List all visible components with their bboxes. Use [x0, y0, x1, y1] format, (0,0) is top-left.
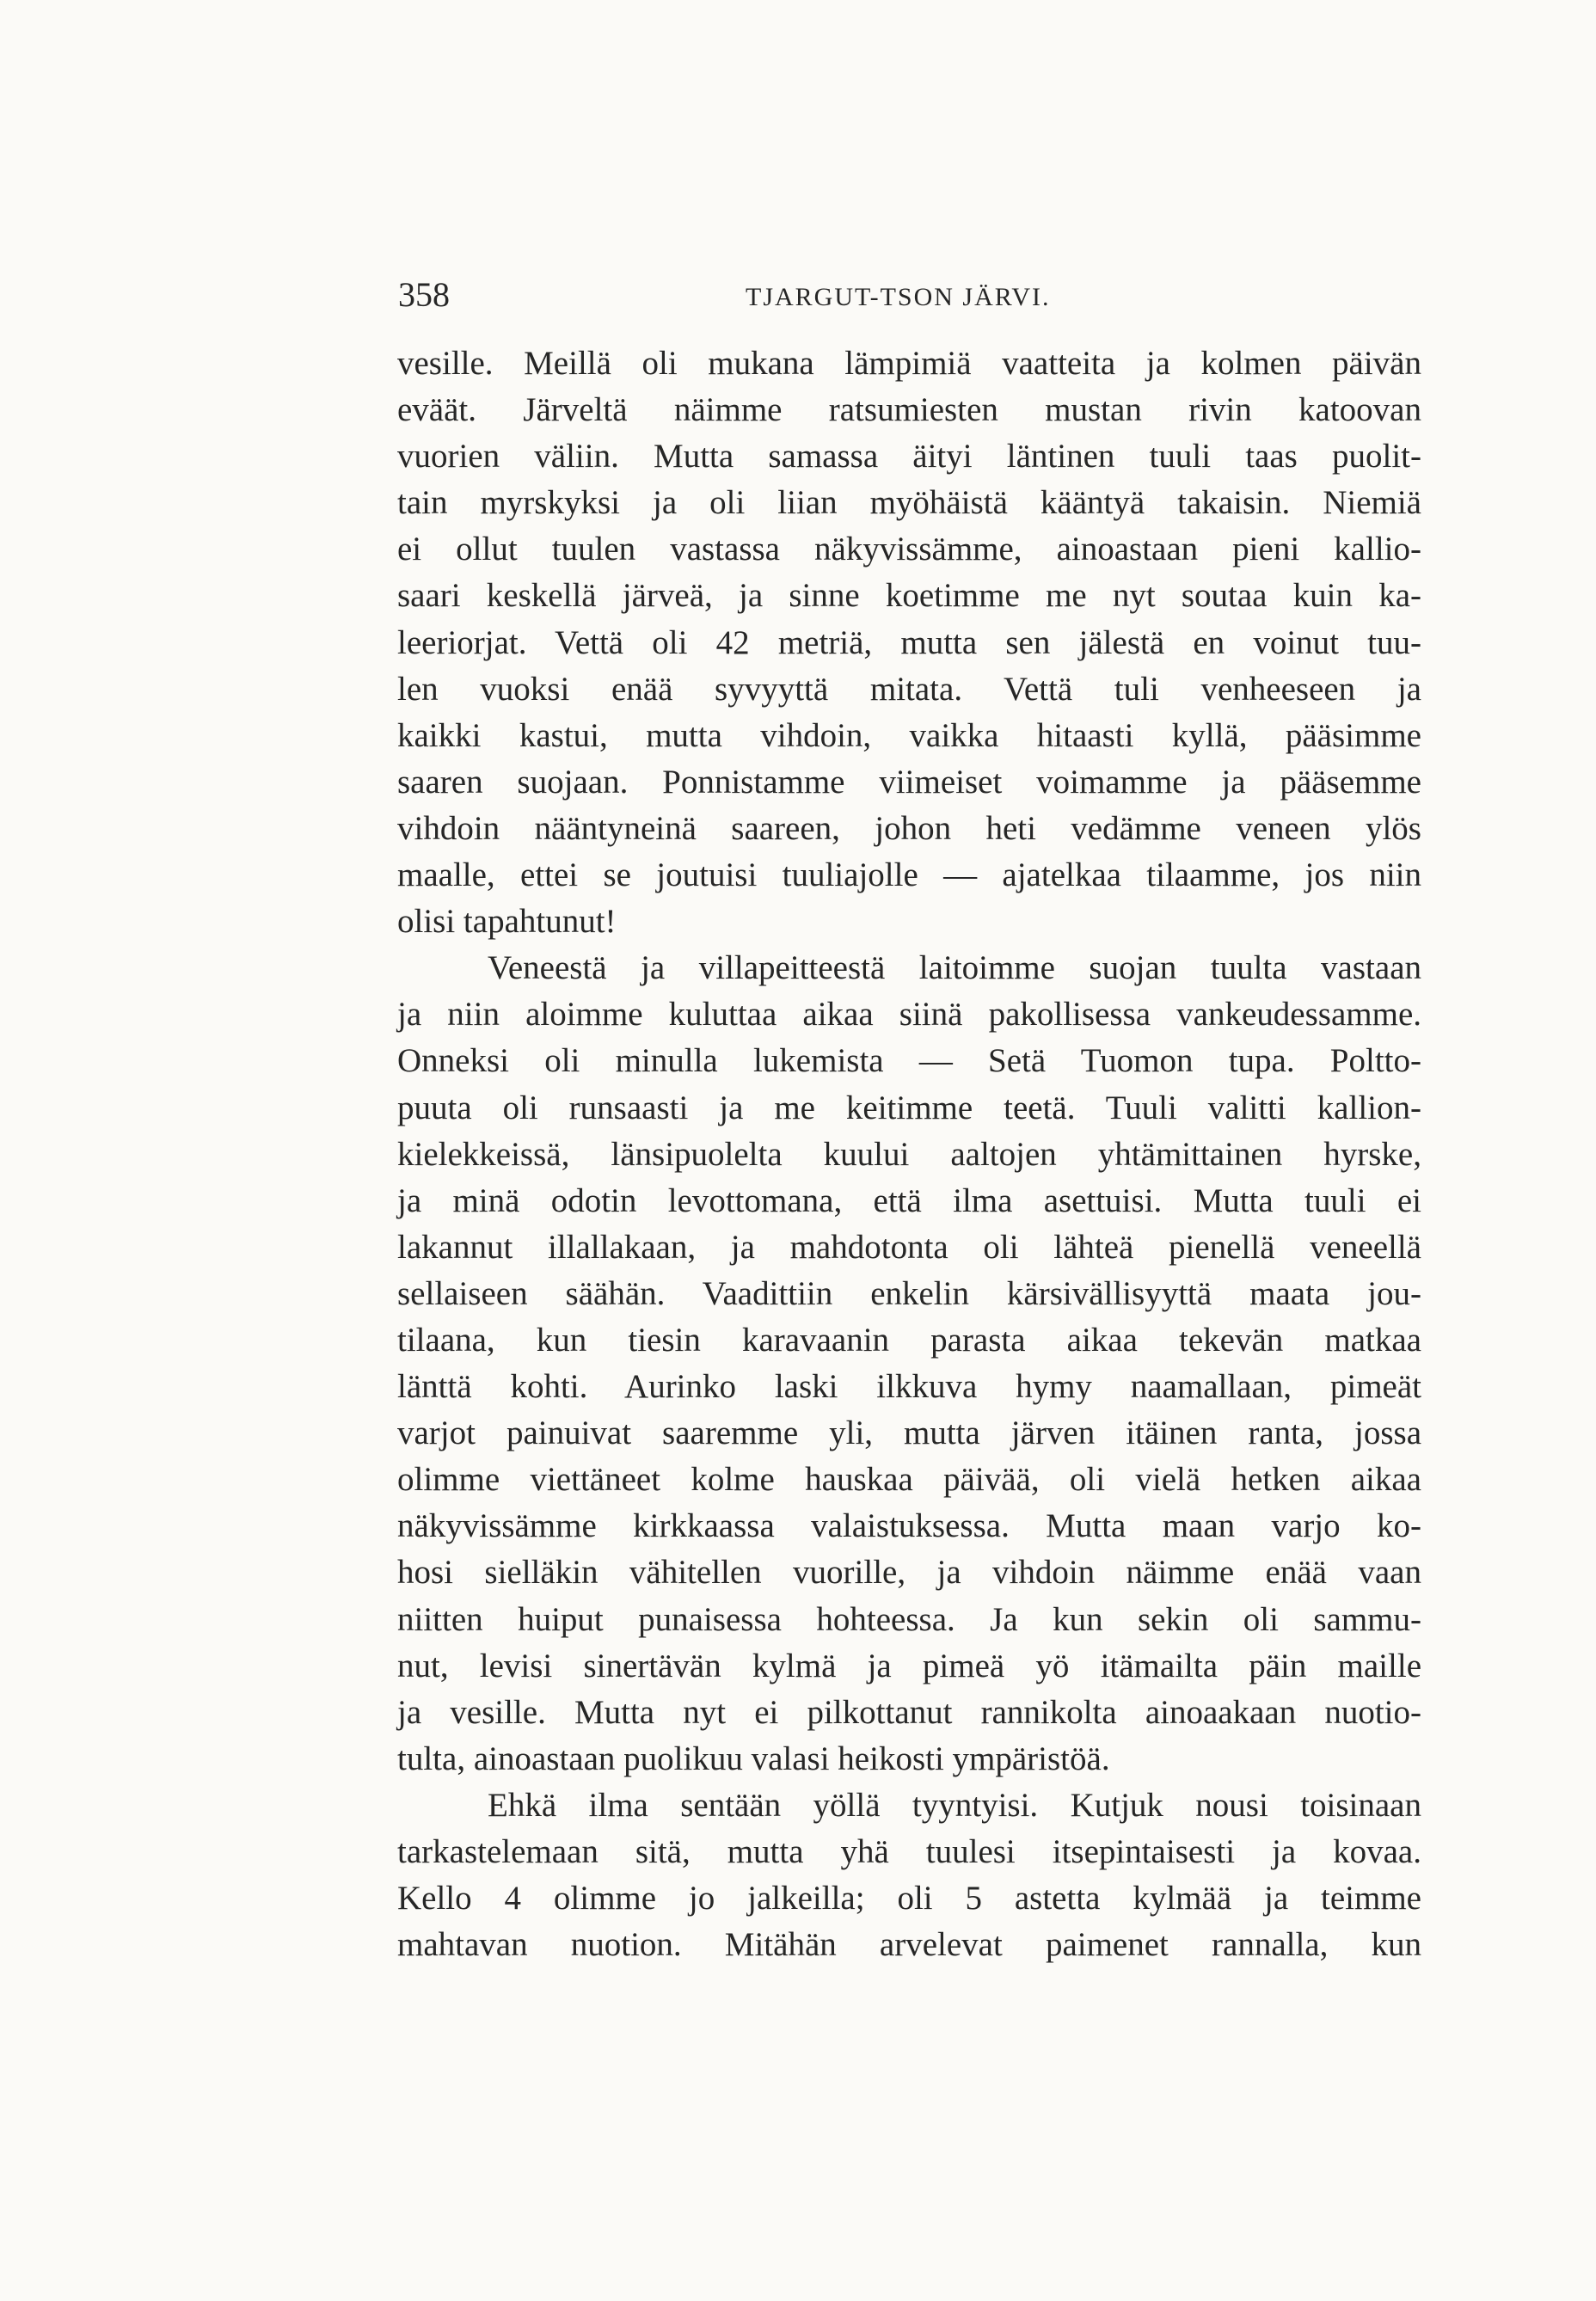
text-line: vuorien väliin. Mutta samassa äityi läntinen tuuli taas puolit- — [397, 438, 1421, 476]
text-line: ja vesille. Mutta nyt ei pilkottanut rannikolta ainoaakaan nuotio- — [397, 1693, 1421, 1731]
text-line: ja minä odotin levottomana, että ilma asettuisi. Mutta tuuli ei — [397, 1181, 1421, 1219]
text-line: saaren suojaan. Ponnistamme viimeiset voimamme ja pääsemme — [397, 763, 1421, 801]
text-line: ei ollut tuulen vastassa näkyvissämme, ainoastaan pieni kallio- — [397, 531, 1421, 568]
text-line: tulta, ainoastaan puolikuu valasi heikosti ympäristöä. — [397, 1740, 1110, 1777]
text-line: Veneestä ja villapeitteestä laitoimme suojan tuulta vastaan — [488, 949, 1421, 987]
text-line: olimme viettäneet kolme hauskaa päivää, oli vielä hetken aikaa — [397, 1461, 1421, 1499]
running-title: TJARGUT-TSON JÄRVI. — [746, 283, 1051, 311]
text-line: niitten huiput punaisessa hohteessa. Ja kun sekin oli sammu- — [397, 1600, 1421, 1638]
text-line: varjot painuivat saaremme yli, mutta järven itäinen ranta, jossa — [397, 1414, 1421, 1452]
text-line: Ehkä ilma sentään yöllä tyyntyisi. Kutjuk nousi toisinaan — [488, 1786, 1421, 1824]
text-line: sellaiseen säähän. Vaadittiin enkelin kärsivällisyyttä maata jou- — [397, 1274, 1421, 1312]
text-line: ja niin aloimme kuluttaa aikaa siinä pakollisessa vankeudessamme. — [397, 996, 1421, 1034]
text-line: Onneksi oli minulla lukemista — Setä Tuomon tupa. Poltto- — [397, 1042, 1421, 1080]
page-header — [398, 273, 1430, 325]
text-line: länttä kohti. Aurinko laski ilkkuva hymy naamallaan, pimeät — [397, 1368, 1421, 1406]
text-line: mahtavan nuotion. Mitähän arvelevat paimenet rannalla, kun — [397, 1926, 1421, 1964]
text-line: kielekkeissä, länsipuolelta kuului aaltojen yhtämittainen hyrske, — [397, 1135, 1421, 1173]
text-line: leeriorjat. Vettä oli 42 metriä, mutta sen jälestä en voinut tuu- — [397, 623, 1421, 661]
text-line: eväät. Järveltä näimme ratsumiesten mustan rivin katoovan — [397, 391, 1421, 429]
text-line: lakannut illallakaan, ja mahdotonta oli lähteä pienellä veneellä — [397, 1228, 1421, 1266]
text-line: hosi sielläkin vähitellen vuorille, ja vihdoin näimme enää vaan — [397, 1554, 1421, 1592]
text-line: tarkastelemaan sitä, mutta yhä tuulesi itsepintaisesti ja kovaa. — [397, 1833, 1421, 1870]
text-line: maalle, ettei se joutuisi tuuliajolle — ajatelkaa tilaamme, jos niin — [397, 856, 1421, 894]
body-text — [397, 341, 1421, 1968]
text-line: vihdoin nääntyneinä saareen, johon heti vedämme veneen ylös — [397, 809, 1421, 847]
text-line: tilaana, kun tiesin karavaanin parasta aikaa tekevän matkaa — [397, 1321, 1421, 1359]
text-line: näkyvissämme kirkkaassa valaistuksessa. Mutta maan varjo ko- — [397, 1507, 1421, 1545]
text-line: saari keskellä järveä, ja sinne koetimme me nyt soutaa kuin ka- — [397, 577, 1421, 615]
page-number: 358 — [398, 275, 450, 314]
text-line: vesille. Meillä oli mukana lämpimiä vaatteita ja kolmen päivän — [397, 345, 1421, 382]
text-line: nut, levisi sinertävän kylmä ja pimeä yö itämailta päin maille — [397, 1647, 1421, 1684]
text-line: puuta oli runsaasti ja me keitimme teetä. Tuuli valitti kallion- — [397, 1089, 1421, 1126]
text-line: kaikki kastui, mutta vihdoin, vaikka hitaasti kyllä, pääsimme — [397, 716, 1421, 754]
text-line: len vuoksi enää syvyyttä mitata. Vettä tuli venheeseen ja — [397, 670, 1421, 708]
text-line: tain myrskyksi ja oli liian myöhäistä kääntyä takaisin. Niemiä — [397, 484, 1421, 522]
text-line: olisi tapahtunut! — [397, 903, 617, 941]
text-line: Kello 4 olimme jo jalkeilla; oli 5 astetta kylmää ja teimme — [397, 1880, 1421, 1918]
